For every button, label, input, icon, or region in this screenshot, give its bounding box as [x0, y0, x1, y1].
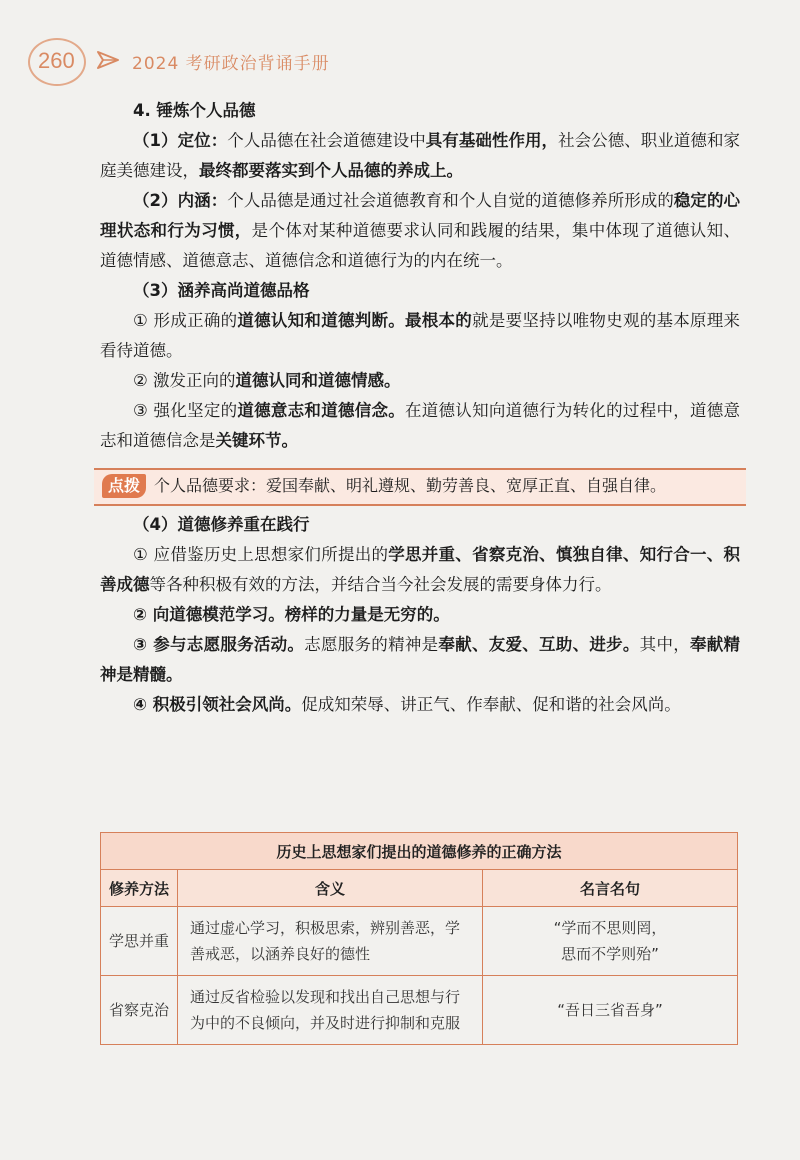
tip-box: [94, 468, 746, 506]
paragraph-positioning: （1）定位：个人品德在社会道德建设中具有基础性作用，社会公德、职业道德和家庭美德建设，最终都要落实到个人品德的养成上。: [100, 131, 741, 180]
column-header: 含义: [178, 870, 483, 907]
list-item: ④ 积极引领社会风尚。促成知荣辱、讲正气、作奉献、促和谐的社会风尚。: [133, 695, 681, 714]
column-header: 名言名句: [483, 870, 738, 907]
book-title: 2024 考研政治背诵手册: [132, 54, 330, 74]
subheading-practice: （4）道德修养重在践行: [133, 515, 310, 534]
table-caption: 历史上思想家们提出的道德修养的正确方法: [101, 833, 738, 870]
list-item: ② 激发正向的道德认同和道德情感。: [133, 371, 401, 390]
page-header: [28, 38, 768, 82]
list-item: ③ 参与志愿服务活动。志愿服务的精神是奉献、友爱、互助、进步。其中，奉献精神是精髓。: [100, 635, 741, 684]
quote-cell: “吾日三省吾身”: [483, 976, 738, 1045]
page-number-badge: [28, 38, 86, 86]
method-cell: 学思并重: [101, 907, 178, 976]
list-item: ① 形成正确的道德认知和道德判断。最根本的就是要坚持以唯物史观的基本原理来看待道德。: [100, 311, 741, 360]
main-content: [100, 96, 740, 720]
tip-text: 个人品德要求：爱国奉献、明礼遵规、勤劳善良、宽厚正直、自强自律。: [154, 476, 667, 495]
column-header: 修养方法: [101, 870, 178, 907]
paper-plane-icon: [96, 49, 120, 71]
tip-badge: 点拨: [102, 474, 146, 498]
method-cell: 省察克治: [101, 976, 178, 1045]
subheading-cultivate: （3）涵养高尚道德品格: [133, 281, 310, 300]
meaning-cell: 通过虚心学习，积极思索，辨别善恶，学善戒恶，以涵养良好的德性: [178, 907, 483, 976]
methods-table: [100, 832, 738, 1045]
list-item: ① 应借鉴历史上思想家们所提出的学思并重、省察克治、慎独自律、知行合一、积善成德等各种积极有效的方法，并结合当今社会发展的需要身体力行。: [100, 545, 741, 594]
list-item: ② 向道德模范学习。榜样的力量是无穷的。: [133, 605, 450, 624]
table-row: [101, 976, 738, 1045]
quote-cell: “学而不思则罔， 思而不学则殆”: [483, 907, 738, 976]
paragraph-connotation: （2）内涵：个人品德是通过社会道德教育和个人自觉的道德修养所形成的稳定的心理状态和行为习惯，是个体对某种道德要求认同和践履的结果，集中体现了道德认知、道德情感、道德意志、道德信念和道德行为的内在统一。: [100, 191, 741, 270]
list-item: ③ 强化坚定的道德意志和道德信念。在道德认知向道德行为转化的过程中，道德意志和道德信念是关键环节。: [100, 401, 741, 450]
meaning-cell: 通过反省检验以发现和找出自己思想与行为中的不良倾向，并及时进行抑制和克服: [178, 976, 483, 1045]
page-number: 260: [38, 48, 75, 73]
section-heading: 4. 锤炼个人品德: [133, 101, 256, 120]
table-row: [101, 907, 738, 976]
